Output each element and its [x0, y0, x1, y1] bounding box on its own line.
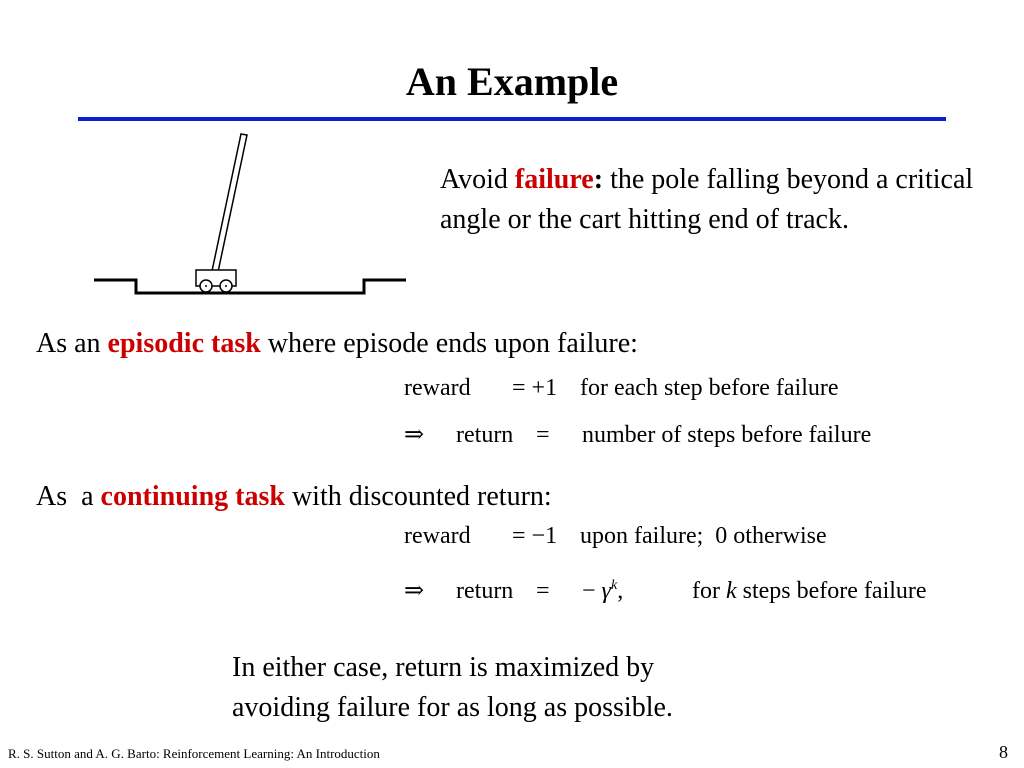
implies-icon: ⇒	[404, 422, 425, 448]
intro-colon: :	[593, 164, 604, 195]
conclusion	[232, 648, 832, 728]
reward-label: reward	[404, 523, 471, 549]
reward-condition: for each step before failure	[580, 375, 839, 401]
reward-condition: upon failure; 0 otherwise	[580, 523, 827, 549]
reward-label: reward	[404, 375, 471, 401]
minus-sign: −	[582, 578, 596, 604]
episodic-keyword: episodic task	[107, 328, 261, 359]
for-word: for	[692, 578, 720, 604]
episodic-heading	[36, 328, 638, 360]
return-label: return	[456, 578, 514, 604]
implies-icon: ⇒	[404, 578, 425, 604]
return-definition: number of steps before failure	[582, 422, 872, 448]
gamma-symbol: γ	[601, 578, 612, 604]
continuing-heading	[36, 481, 552, 513]
footer-credit: R. S. Sutton and A. G. Barto: Reinforcement Learning: An Introduction	[8, 746, 380, 761]
episodic-text: where episode ends upon failure:	[260, 328, 638, 359]
title-underline	[78, 117, 946, 121]
continuing-reward-equation	[404, 522, 827, 550]
continuing-text: with discounted return:	[284, 481, 552, 512]
episodic-return-equation	[404, 421, 871, 449]
discount-expression	[582, 572, 692, 605]
equals-sign: =	[536, 422, 550, 448]
conclusion-line-2: avoiding failure for as long as possible.	[232, 692, 673, 723]
reward-value: = +1	[512, 375, 558, 401]
equals-sign: =	[536, 578, 550, 604]
comma: ,	[617, 578, 624, 604]
failure-description	[440, 160, 1000, 240]
slide-title: An Example	[405, 59, 619, 104]
episodic-reward-equation	[404, 374, 839, 402]
episodic-prefix: As an	[36, 328, 108, 359]
return-definition: steps before failure	[742, 578, 927, 604]
continuing-keyword: continuing task	[100, 481, 285, 512]
failure-keyword: failure	[514, 164, 594, 195]
return-label: return	[456, 422, 514, 448]
conclusion-line-1: In either case, return is maximized by	[232, 652, 655, 683]
continuing-prefix: As a	[36, 481, 101, 512]
exponent-k: k	[611, 578, 618, 593]
page-number: 8	[999, 742, 1008, 762]
intro-text: the pole falling beyond a critical angle or the cart hitting end of track.	[440, 164, 974, 235]
reward-value: = −1	[512, 523, 558, 549]
cart-pole-icon	[92, 130, 412, 300]
intro-prefix: Avoid	[440, 164, 515, 195]
k-variable: k	[725, 578, 737, 604]
continuing-return-equation	[404, 572, 927, 605]
